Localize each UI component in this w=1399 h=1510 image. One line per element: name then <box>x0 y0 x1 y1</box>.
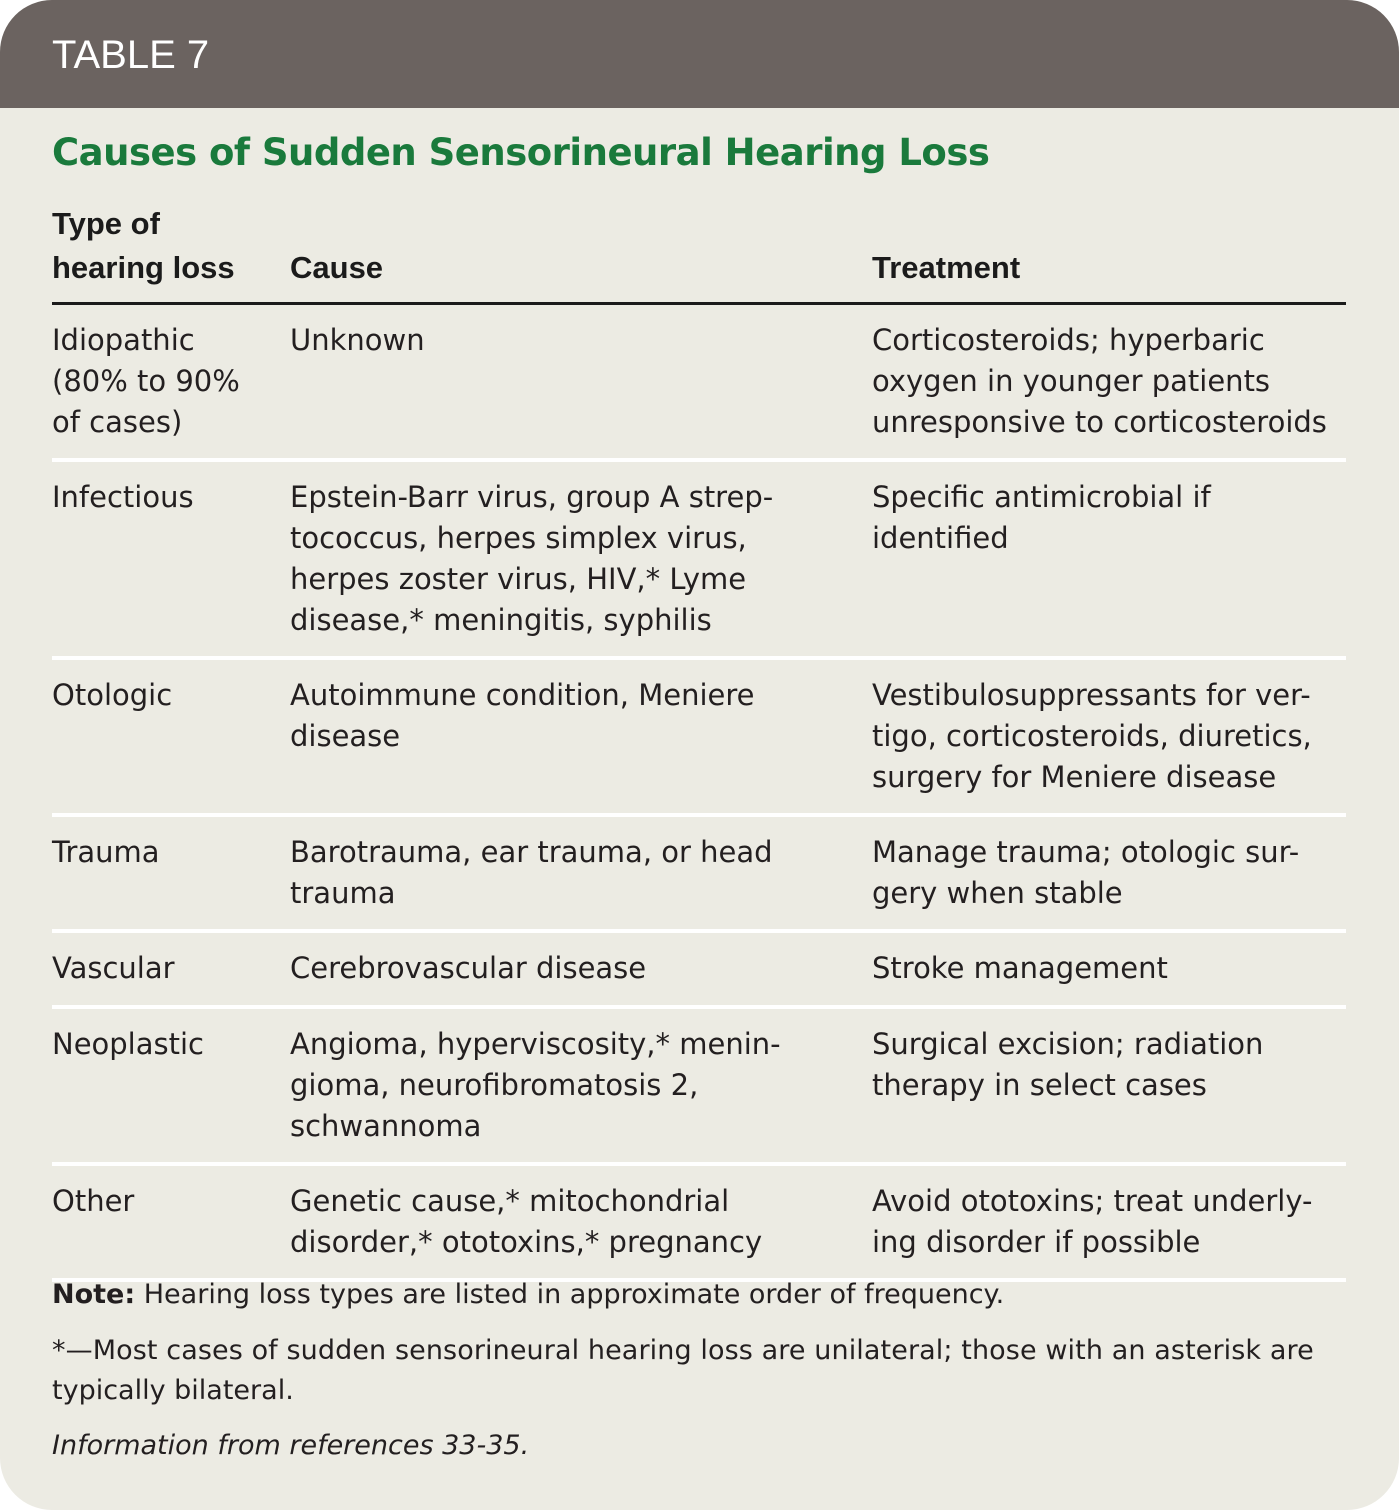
cell-treatment-line: oxygen in younger patients <box>872 364 1271 398</box>
table-row <box>52 1166 1346 1282</box>
footnote-line: *—Most cases of sudden sensorineural hearing loss are unilateral; those with an asterisk are <box>52 1335 1314 1366</box>
cell-type <box>52 948 272 989</box>
column-header-treatment: Treatment <box>872 250 1021 285</box>
cell-type-line: Idiopathic <box>52 323 195 357</box>
cell-treatment-line: identified <box>872 521 1009 555</box>
cell-type <box>52 1024 272 1065</box>
cell-type-line: Otologic <box>52 678 173 712</box>
cell-treatment-line: tigo, corticosteroids, diuretics, <box>872 719 1312 753</box>
cell-treatment <box>872 320 1352 443</box>
table-row <box>52 933 1346 1009</box>
cell-treatment-line: gery when stable <box>872 876 1123 910</box>
footnote-line: typically bilateral. <box>52 1375 294 1406</box>
table-body <box>52 305 1346 1282</box>
cell-type-line: Vascular <box>52 951 175 985</box>
note <box>52 1275 1352 1315</box>
cell-treatment-line: therapy in select cases <box>872 1068 1207 1102</box>
cell-cause-line: Angioma, hyperviscosity,* menin- <box>290 1027 781 1061</box>
cell-treatment-line: Surgical excision; radiation <box>872 1027 1264 1061</box>
column-header-type-line: hearing loss <box>52 250 235 285</box>
cell-cause-line: trauma <box>290 876 396 910</box>
cell-treatment <box>872 675 1352 798</box>
cell-treatment-line: ing disorder if possible <box>872 1225 1201 1259</box>
cell-treatment-line: Vestibulosuppressants for ver- <box>872 678 1311 712</box>
table-row <box>52 462 1346 660</box>
cell-cause-line: herpes zoster virus, HIV,* Lyme <box>290 562 747 596</box>
table-label-band <box>0 0 1399 108</box>
cell-type-line: Neoplastic <box>52 1027 204 1061</box>
cell-cause-line: tococcus, herpes simplex virus, <box>290 521 747 555</box>
cell-treatment-line: surgery for Meniere disease <box>872 760 1277 794</box>
cell-type-line: Other <box>52 1184 135 1218</box>
table-title: Causes of Sudden Sensorineural Hearing Loss <box>52 131 990 174</box>
cell-treatment-line: Avoid ototoxins; treat underly- <box>872 1184 1313 1218</box>
cell-treatment-line: Stroke management <box>872 951 1168 985</box>
cell-cause-line: schwannoma <box>290 1109 482 1143</box>
cell-treatment <box>872 832 1352 914</box>
cell-treatment <box>872 477 1352 559</box>
table-row <box>52 1009 1346 1166</box>
cell-cause-line: disease,* meningitis, syphilis <box>290 603 712 637</box>
column-header-cause: Cause <box>290 250 384 285</box>
cell-type <box>52 832 272 873</box>
cell-treatment-line: Manage trauma; otologic sur- <box>872 835 1300 869</box>
cell-cause <box>290 477 850 641</box>
column-header-type <box>52 202 272 290</box>
cell-cause <box>290 675 850 757</box>
table-row <box>52 305 1346 462</box>
column-header-type-line: Type of <box>52 206 160 241</box>
cell-treatment <box>872 948 1352 989</box>
table-label: TABLE 7 <box>52 33 210 77</box>
cell-type-line: of cases) <box>52 405 183 439</box>
table-row <box>52 660 1346 817</box>
cell-cause-line: Barotrauma, ear trauma, or head <box>290 835 773 869</box>
cell-cause-line: disorder,* ototoxins,* pregnancy <box>290 1225 763 1259</box>
cell-cause-line: disease <box>290 719 401 753</box>
cell-cause <box>290 1024 850 1147</box>
cell-treatment-line: Corticosteroids; hyperbaric <box>872 323 1265 357</box>
source-citation: Information from references 33-35. <box>52 1430 530 1461</box>
cell-type-line: Trauma <box>52 835 160 869</box>
cell-type <box>52 320 272 443</box>
cell-cause <box>290 1181 850 1263</box>
cell-cause-line: Cerebrovascular disease <box>290 951 647 985</box>
cell-treatment-line: unresponsive to corticosteroids <box>872 405 1327 439</box>
cell-type-line: (80% to 90% <box>52 364 240 398</box>
cell-type <box>52 675 272 716</box>
cell-cause <box>290 948 850 989</box>
table-header-row <box>52 202 1346 305</box>
cell-type <box>52 1181 272 1222</box>
table-notes <box>52 1275 1352 1466</box>
note-label: Note: <box>52 1279 136 1310</box>
cell-treatment <box>872 1024 1352 1106</box>
cell-cause <box>290 832 850 914</box>
cell-cause-line: Epstein-Barr virus, group A strep- <box>290 480 774 514</box>
cell-treatment-line: Specific antimicrobial if <box>872 480 1211 514</box>
note-text: Hearing loss types are listed in approximate order of frequency. <box>135 1279 1005 1310</box>
cell-cause-line: gioma, neurofibromatosis 2, <box>290 1068 699 1102</box>
cell-cause <box>290 320 850 361</box>
cell-cause-line: Autoimmune condition, Meniere <box>290 678 755 712</box>
cell-type-line: Infectious <box>52 480 194 514</box>
cell-type <box>52 477 272 518</box>
footnote <box>52 1331 1352 1411</box>
table-row <box>52 817 1346 933</box>
cell-cause-line: Genetic cause,* mitochondrial <box>290 1184 730 1218</box>
cell-treatment <box>872 1181 1352 1263</box>
cell-cause-line: Unknown <box>290 323 425 357</box>
